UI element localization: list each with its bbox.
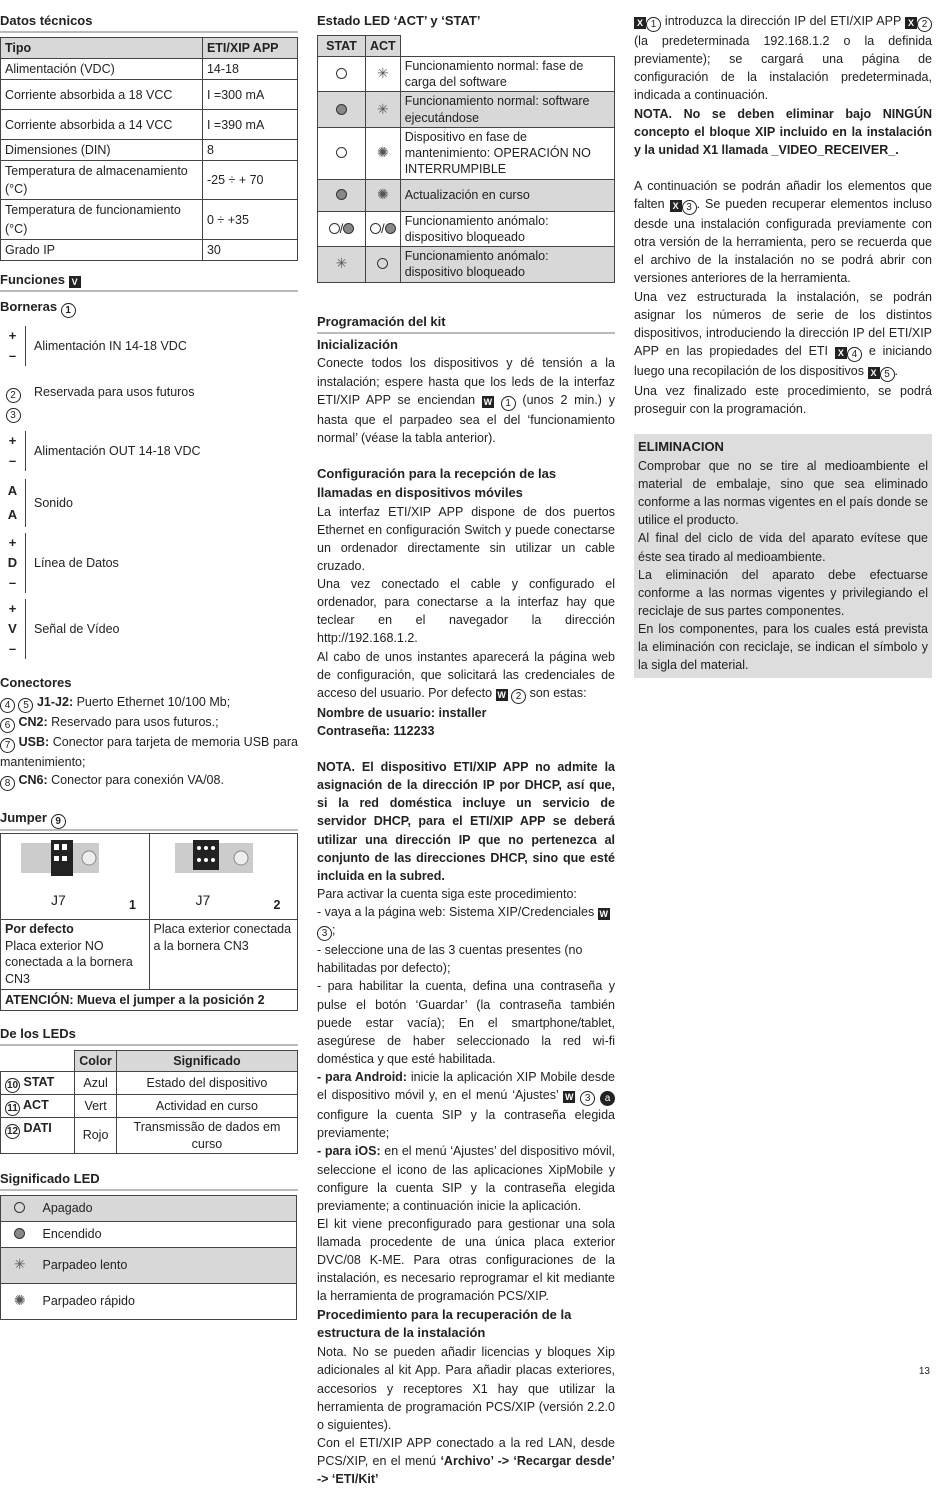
paragraph: - seleccione una de las 3 cuentas presentes (no habilitadas por defecto);: [317, 943, 583, 976]
column-middle: [317, 12, 615, 1488]
sig-title: Significado LED: [0, 1170, 100, 1186]
funciones-title: Funciones V: [0, 271, 298, 290]
led-slow-blink-icon: ✳: [376, 100, 389, 117]
led-on-icon: [336, 104, 347, 115]
led-fast-blink-icon: ✺: [376, 144, 389, 161]
led-off-icon: [377, 258, 388, 269]
leds-head-color: Color: [75, 1051, 117, 1072]
jumper-warning: ATENCIÓN: Mueva el jumper a la posición 2: [1, 990, 298, 1011]
connector-item: 4 5 J1-J2: Puerto Ethernet 10/100 Mb;: [0, 693, 298, 713]
terminal-data: + D – Línea de Datos: [0, 532, 298, 594]
terminal-video: + V – Señal de Vídeo: [0, 598, 298, 660]
paragraph: - para Android: inicie la aplicación XIP Mobile desde el dispositivo móvil y, en el menú ‘Ajustes’ W 3 a configure la cuenta SIP y la contraseña elegida previamente;: [317, 1070, 615, 1141]
datos-title: Datos técnicos: [0, 13, 93, 28]
init-text: Conecte todos los dispositivos y dé tensión a la instalación; espere hasta que los leds de la interfaz ETI/XIP APP se enciendan W 1 (unos 2 min.) y hasta que el parpadeo sea el del ‘funcionamiento normal’ (véase la tabla anterior).: [317, 356, 615, 445]
estado-title: Estado LED ‘ACT’ y ‘STAT’: [317, 13, 481, 28]
datos-cell: I =300 mA: [202, 80, 297, 110]
estado-table: STAT ACT ✳ Funcionamiento normal: fase de carga del software ✳ Funcionamiento normal: software ejecutándose ✺ Dispositivo en fase de mantenimiento: OPERACIÓN NO INTERRUMPIBLE ✺ Actualización en curso / / Funcionamiento anómalo: dispositivo bloqueado ✳ Funcionamiento anómalo: dispositivo bloqueado: [317, 35, 615, 283]
borneras-title: Borneras 1: [0, 298, 298, 318]
connector-item: 7 USB: Conector para tarjeta de memoria USB para mantenimiento;: [0, 734, 298, 769]
jumper-desc-2: Placa exterior conectada a la bornera CN3: [149, 919, 298, 990]
datos-cell: Corriente absorbida a 14 VCC: [1, 110, 203, 140]
estado-desc: Funcionamiento anómalo: dispositivo bloqueado: [400, 247, 614, 283]
datos-cell: -25 ÷ + 70: [202, 161, 297, 200]
terminal-power-in: + – Alimentación IN 14-18 VDC: [0, 322, 298, 370]
led-meaning: Estado del dispositivo: [116, 1072, 297, 1095]
elim-paragraph: Al final del ciclo de vida del aparato evítese que éste sea tirado al medioambiente.: [638, 531, 928, 564]
paragraph: Nota. No se pueden añadir licencias y bloques Xip adicionales al kit App. Para añadir placas exteriores, accesorios y receptores X1 hay que utilizar la herramienta de programación PCS/XIP (versión 2.2.0 o siguientes).: [317, 1345, 615, 1432]
leds-table: [0, 1050, 298, 1154]
paragraph: Una vez finalizado este procedimiento, se podrá proseguir con la programación.: [634, 383, 932, 416]
jumper-pos-1: J7 1: [1, 833, 150, 919]
sig-label: Parpadeo rápido: [39, 1283, 297, 1319]
paragraph: - para habilitar la cuenta, defina una contraseña y pulse el botón ‘Guardar’ (la contraseña también puede estar vacía); En el smartphone/tablet, asegúrese de haber seleccionado la red wi-fi doméstica y que esté habilitada.: [317, 979, 615, 1066]
estado-head-act: ACT: [366, 35, 401, 56]
datos-cell: 14-18: [202, 58, 297, 79]
estado-head-stat: STAT: [318, 35, 366, 56]
led-meaning: Transmissão de dados em curso: [116, 1118, 297, 1154]
page-number: 13: [918, 1366, 930, 1377]
led-off-icon: [14, 1202, 25, 1213]
paragraph: El kit viene preconfigurado para gestionar una sola llamada procedente de una única placa exterior DVC/08 K-ME. Para otras configuraciones de la instalación, es necesario reprogramar el kit mediante la herramienta de programación PCS/XIP.: [317, 1216, 615, 1304]
leds-head-sig: Significado: [116, 1051, 297, 1072]
led-on-icon: [14, 1228, 25, 1239]
terminal-power-out: + – Alimentación OUT 14-18 VDC: [0, 428, 298, 474]
nota-xip: NOTA. No se deben eliminar bajo NINGÚN concepto el bloque XIP incluido en la instalación y la unidad X1 llamada _VIDEO_RECEIVER_.: [634, 106, 932, 157]
jumper-desc-1: Por defecto Placa exterior NO conectada a la bornera CN3: [1, 919, 150, 990]
led-fast-blink-icon: ✺: [376, 186, 389, 203]
led-slow-blink-icon: ✳: [335, 255, 348, 272]
paragraph: A continuación se podrán añadir los elementos que falten X 3 . Se pueden recuperar elementos incluso desde una instalación configurada previamente con otra versión de la herramienta, pero se recuerda que el archivo de la instalación no se podrá abrir con versiones anteriores de la herramienta.: [634, 178, 932, 286]
led-slow-blink-icon: ✳: [13, 1256, 26, 1273]
led-color: Rojo: [75, 1118, 117, 1154]
datos-cell: Grado IP: [1, 239, 203, 260]
estado-desc: Funcionamiento normal: software ejecutándose: [400, 92, 614, 128]
column-right: [634, 12, 932, 678]
password: Contraseña: 112233: [317, 723, 435, 738]
led-row-label: 10 STAT: [1, 1072, 75, 1095]
elim-title: ELIMINACION: [638, 439, 724, 455]
sig-label: Parpadeo lento: [39, 1247, 297, 1283]
paragraph: Al cabo de unos instantes aparecerá la página web de configuración, que solicitará las credenciales de acceso del usuario. Por defecto W 2 son estas:: [317, 649, 615, 702]
jumper-illustration-2: [175, 838, 255, 888]
led-fast-blink-icon: ✺: [13, 1292, 26, 1309]
username: Nombre de usuario: installer: [317, 705, 487, 720]
datos-head-1: ETI/XIP APP: [202, 37, 297, 58]
led-row-label: 11 ACT: [1, 1095, 75, 1118]
leds-title: De los LEDs: [0, 1026, 76, 1042]
sig-label: Encendido: [39, 1221, 297, 1247]
prog-title: Programación del kit: [317, 313, 446, 329]
datos-cell: Temperatura de funcionamiento (°C): [1, 200, 203, 239]
elim-paragraph: La eliminación del aparato debe efectuarse conforme a las normas vigentes y privilegiando el reciclaje de sus partes componentes.: [638, 567, 928, 618]
jumper-title: Jumper 9: [0, 809, 298, 829]
led-on-icon: [385, 223, 396, 234]
led-color: Azul: [75, 1072, 117, 1095]
conf-title: Configuración para la recepción de las llamadas en dispositivos móviles: [317, 465, 557, 500]
led-color: Vert: [75, 1095, 117, 1118]
paragraph: Para activar la cuenta siga este procedimiento:: [317, 886, 577, 901]
jumper-illustration-1: [21, 838, 101, 888]
connector-item: 8 CN6: Conector para conexión VA/08.: [0, 771, 298, 791]
led-on-icon: [336, 189, 347, 200]
datos-cell: Alimentación (VDC): [1, 58, 203, 79]
jumper-pos-2: J7 2: [149, 833, 298, 919]
led-slow-blink-icon: ✳: [376, 65, 389, 82]
eliminacion-box: [634, 434, 932, 678]
paragraph: Una vez conectado el cable y configurado el ordenador, para conectarse a la interfaz hay que teclear en el navegador la dirección http://192.168.1.2.: [317, 577, 615, 646]
init-title: Inicialización: [317, 336, 398, 352]
nota-dhcp: NOTA. El dispositivo ETI/XIP APP no admite la asignación de la dirección IP por DHCP, así que, si la red doméstica incluye un servicio de servidor DHCP, para el ETI/XIP APP se deberá utilizar una dirección IP que no pertenezca al conjunto de las direcciones DHCP, sino que esté incluida en la subred.: [317, 760, 615, 883]
rec-title: Procedimiento para la recuperación de la estructura de la instalación: [317, 1306, 572, 1341]
led-row-label: 12 DATI: [1, 1118, 75, 1154]
paragraph: Una vez estructurada la instalación, se podrán asignar los números de serie de los distintos dispositivos, introduciendo la dirección IP del ETI/XIP APP en las propiedades del ETI X 4 e iniciando luego una recopilación de los dispositivos X 5 .: [634, 289, 932, 380]
led-meaning: Actividad en curso: [116, 1095, 297, 1118]
elim-paragraph: Comprobar que no se tire al medioambiente el material de embalaje, sino que sea eliminado conforme a las normas vigentes en el país donde se utilice el producto.: [638, 458, 928, 528]
led-on-icon: [343, 223, 354, 234]
paragraph: La interfaz ETI/XIP APP dispone de dos puertos Ethernet en configuración Switch y puede conectarse un ordenador directamente sin utilizar un cable cruzado.: [317, 504, 615, 573]
estado-desc: Actualización en curso: [400, 179, 614, 211]
led-off-icon: [336, 68, 347, 79]
connector-item: 6 CN2: Reservado para usos futuros.;: [0, 713, 298, 733]
led-off-icon: [370, 223, 381, 234]
paragraph: Con el ETI/XIP APP conectado a la red LAN, desde PCS/XIP, en el menú ‘Archivo’ -> ‘Recargar desde’ -> ‘ETI/Kit’: [317, 1435, 615, 1487]
datos-cell: Corriente absorbida a 18 VCC: [1, 80, 203, 110]
paragraph: - vaya a la página web: Sistema XIP/Credenciales W 3 ;: [317, 905, 608, 940]
column-left: [0, 12, 298, 1320]
estado-desc: Funcionamiento anómalo: dispositivo bloqueado: [400, 211, 614, 247]
terminal-reserved: 23 Reservada para usos futuros: [0, 378, 298, 428]
sig-table: [0, 1195, 297, 1320]
jumper-table: [0, 833, 298, 1012]
led-off-icon: [329, 223, 340, 234]
datos-cell: 0 ÷ +35: [202, 200, 297, 239]
datos-cell: Temperatura de almacenamiento (°C): [1, 161, 203, 200]
estado-desc: Dispositivo en fase de mantenimiento: OPERACIÓN NO INTERRUMPIBLE: [400, 127, 614, 179]
datos-cell: 30: [202, 239, 297, 260]
datos-table: [0, 37, 298, 261]
terminal-sound: A A Sonido: [0, 478, 298, 528]
datos-cell: 8: [202, 140, 297, 161]
datos-head-0: Tipo: [1, 37, 203, 58]
paragraph: - para iOS: en el menú ‘Ajustes’ del dispositivo móvil, seleccione el icono de las aplicaciones XipMobile y configure la cuenta SIP y la contraseña elegida previamente; a continuación inicie la aplicación.: [317, 1144, 615, 1213]
datos-cell: Dimensiones (DIN): [1, 140, 203, 161]
estado-desc: Funcionamiento normal: fase de carga del software: [400, 56, 614, 92]
conectores-title: Conectores: [0, 674, 72, 690]
elim-paragraph: En los componentes, para los cuales está prevista la eliminación con reciclaje, se indican el símbolo y la sigla del material.: [638, 622, 928, 673]
led-off-icon: [336, 147, 347, 158]
datos-cell: I =390 mA: [202, 110, 297, 140]
sig-label: Apagado: [39, 1195, 297, 1221]
paragraph: X 1 introduzca la dirección IP del ETI/XIP APP X 2 (la predeterminada 192.168.1.2 o la definida previamente); se cargará una página de configuración de la instalación predeterminada, indicada a continuación.: [634, 14, 932, 103]
